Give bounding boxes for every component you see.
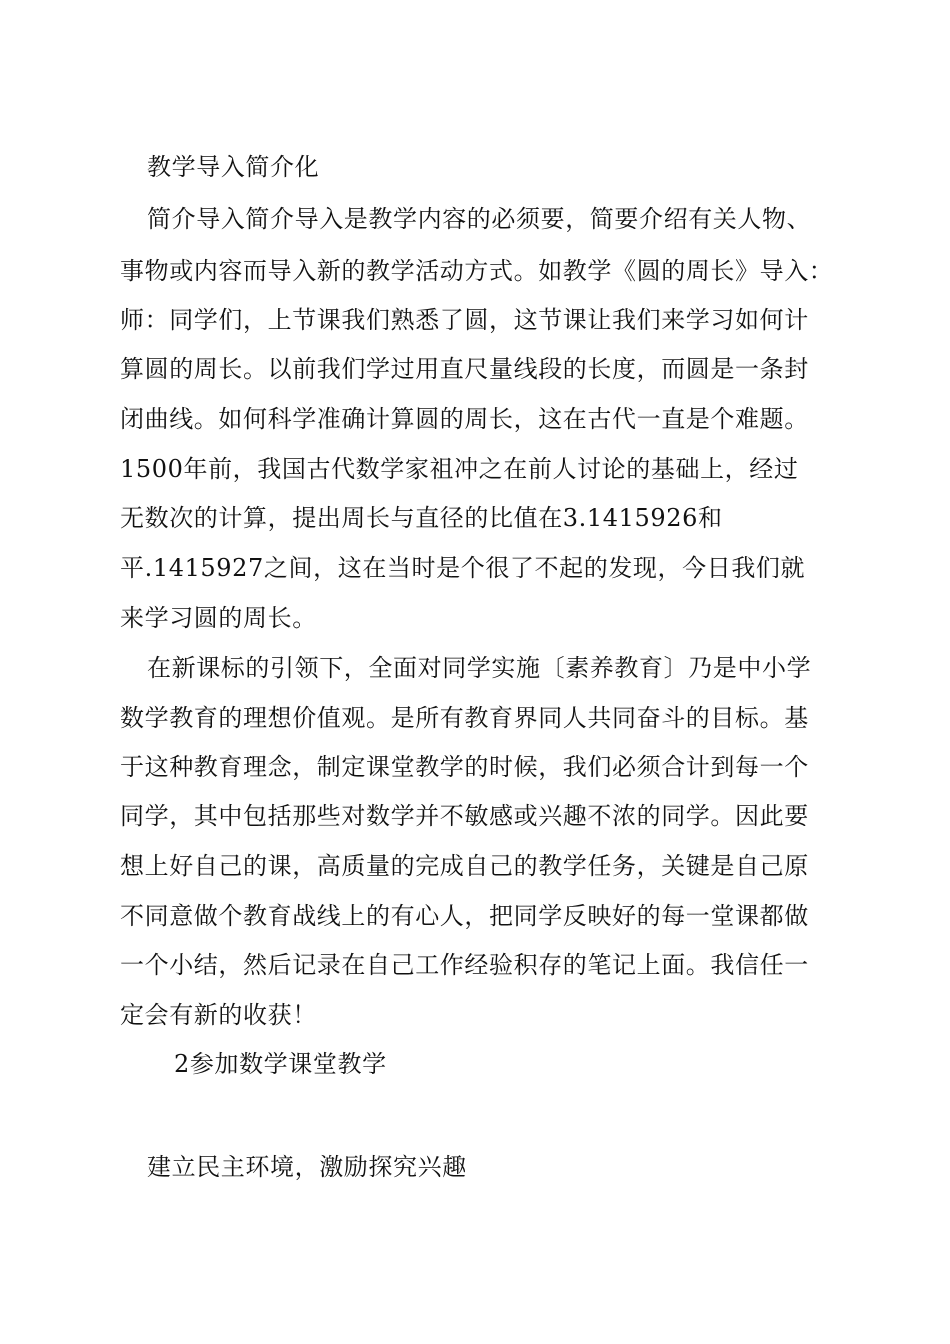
paragraph-line: 师：同学们，上节课我们熟悉了圆，这节课让我们来学习如何计 bbox=[120, 306, 809, 334]
paragraph-line: 一个小结，然后记录在自己工作经验积存的笔记上面。我信任一 bbox=[120, 951, 809, 979]
paragraph-line: 闭曲线。如何科学准确计算圆的周长，这在古代一直是个难题。 bbox=[120, 405, 809, 433]
paragraph-line: 算圆的周长。以前我们学过用直尺量线段的长度，而圆是一条封 bbox=[120, 355, 809, 383]
paragraph-line: 定会有新的收获！ bbox=[120, 1001, 317, 1029]
paragraph-line: 1500年前，我国古代数学家祖冲之在前人讨论的基础上，经过 bbox=[120, 455, 799, 483]
paragraph-line: 事物或内容而导入新的教学活动方式。如教学《圆的周长》导入： bbox=[120, 257, 834, 285]
paragraph-line: 平.1415927之间，这在当时是个很了不起的发现，今日我们就 bbox=[120, 554, 806, 582]
paragraph-line: 无数次的计算，提出周长与直径的比值在3.1415926和 bbox=[120, 504, 723, 532]
paragraph-line: 不同意做个教育战线上的有心人，把同学反映好的每一堂课都做 bbox=[120, 902, 809, 930]
paragraph-line: 同学，其中包括那些对数学并不敏感或兴趣不浓的同学。因此要 bbox=[120, 802, 809, 830]
heading-intro: 教学导入简介化 bbox=[147, 153, 320, 181]
paragraph-line: 在新课标的引领下，全面对同学实施〔素养教育〕乃是中小学 bbox=[147, 654, 812, 682]
paragraph-line: 想上好自己的课，高质量的完成自己的教学任务，关键是自己原 bbox=[120, 852, 809, 880]
paragraph-line: 数学教育的理想价值观。是所有教育界同人共同奋斗的目标。基 bbox=[120, 704, 809, 732]
paragraph-line: 来学习圆的周长。 bbox=[120, 604, 317, 632]
paragraph-line: 于这种教育理念，制定课堂教学的时候，我们必须合计到每一个 bbox=[120, 753, 809, 781]
section-heading: 2参加数学课堂教学 bbox=[174, 1050, 387, 1078]
paragraph-line: 简介导入简介导入是教学内容的必须要，简要介绍有关人物、 bbox=[147, 205, 812, 233]
subheading: 建立民主环境，激励探究兴趣 bbox=[147, 1153, 467, 1181]
